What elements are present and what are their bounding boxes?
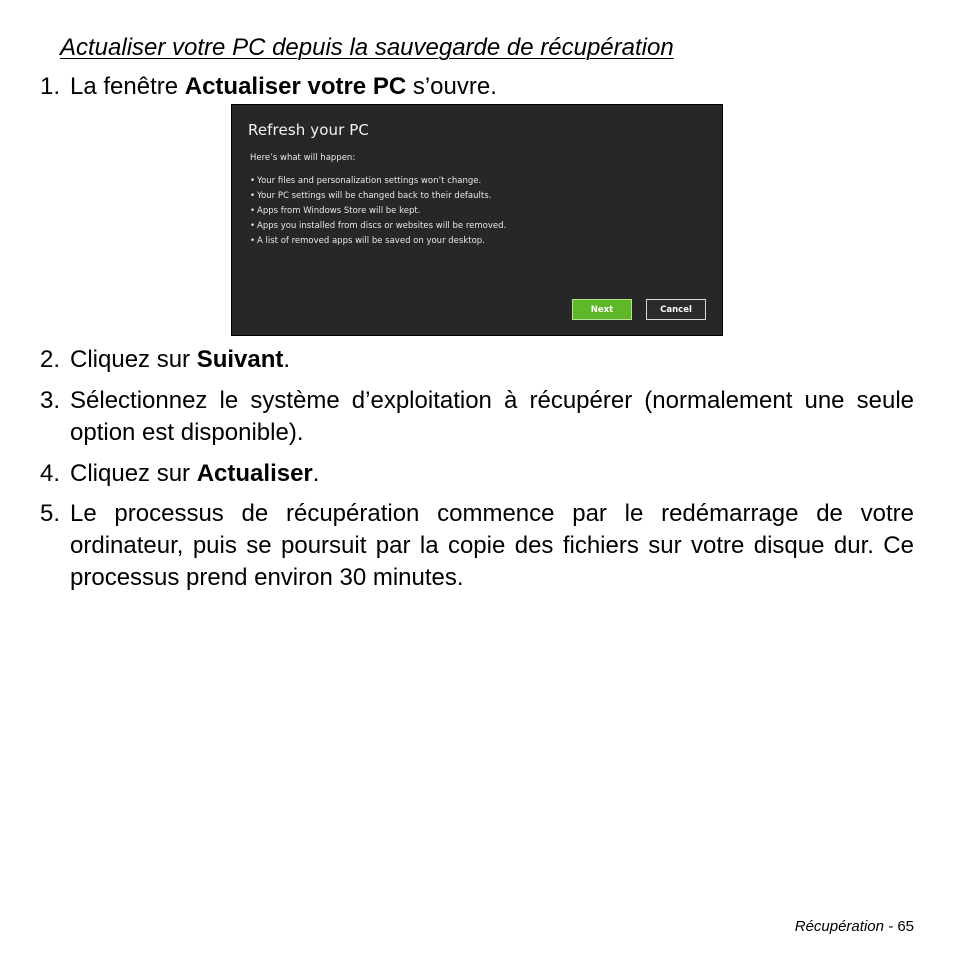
dialog-subtitle: Here’s what will happen: bbox=[250, 153, 356, 163]
next-button[interactable]: Next bbox=[572, 299, 632, 320]
list-item-text: Your PC settings will be changed back to their defaults. bbox=[257, 191, 492, 201]
step-text-part: . bbox=[283, 346, 291, 373]
step-text bbox=[70, 385, 914, 449]
bullet-icon: • bbox=[250, 236, 256, 246]
list-item bbox=[250, 174, 506, 189]
step-text bbox=[70, 344, 914, 376]
step-bold-term: Actualiser bbox=[196, 460, 313, 487]
step-text bbox=[70, 498, 914, 594]
step-1 bbox=[40, 71, 914, 103]
refresh-pc-dialog-screenshot bbox=[231, 104, 723, 336]
list-item-text: A list of removed apps will be saved on your desktop. bbox=[257, 236, 485, 246]
step-text-part: . bbox=[312, 460, 320, 487]
step-3 bbox=[40, 385, 914, 449]
dialog-title: Refresh your PC bbox=[248, 121, 369, 139]
step-text-part: Le processus de récupération commence par le redémarrage de votre ordinateur, puis se poursuit par la copie des fichiers sur votre disque dur. Ce processus prend environ 30 minutes. bbox=[70, 500, 914, 591]
list-item bbox=[250, 204, 506, 219]
dialog-bullet-list bbox=[250, 174, 506, 249]
footer-separator: - bbox=[883, 918, 898, 935]
step-number: 2. bbox=[40, 346, 61, 373]
step-text bbox=[70, 458, 914, 490]
page-footer bbox=[795, 918, 914, 935]
bullet-icon: • bbox=[250, 176, 256, 186]
bullet-icon: • bbox=[250, 221, 256, 231]
step-number: 4. bbox=[40, 460, 61, 487]
bullet-icon: • bbox=[250, 191, 256, 201]
step-text-part: Sélectionnez le système d’exploitation à récupérer (normalement une seule option est disponible). bbox=[70, 387, 914, 446]
step-text-part: s’ouvre. bbox=[406, 73, 497, 100]
step-text bbox=[70, 71, 914, 103]
step-number: 3. bbox=[40, 387, 61, 414]
step-number: 1. bbox=[40, 73, 61, 100]
page-number: 65 bbox=[897, 918, 914, 935]
list-item bbox=[250, 234, 506, 249]
list-item-text: Apps from Windows Store will be kept. bbox=[257, 206, 421, 216]
step-bold-term: Suivant bbox=[196, 346, 284, 373]
step-number: 5. bbox=[40, 500, 61, 527]
cancel-button[interactable]: Cancel bbox=[646, 299, 706, 320]
step-5 bbox=[40, 498, 914, 594]
bullet-icon: • bbox=[250, 206, 256, 216]
list-item bbox=[250, 189, 506, 204]
list-item bbox=[250, 219, 506, 234]
section-title: Actualiser votre PC depuis la sauvegarde de récupération bbox=[60, 34, 674, 61]
list-item-text: Your files and personalization settings won’t change. bbox=[257, 176, 482, 186]
step-4 bbox=[40, 458, 914, 490]
step-text-part: Cliquez sur bbox=[70, 460, 197, 487]
step-text-part: Cliquez sur bbox=[70, 346, 197, 373]
list-item-text: Apps you installed from discs or websites will be removed. bbox=[257, 221, 507, 231]
footer-section-name: Récupération bbox=[794, 918, 884, 935]
step-text-part: La fenêtre bbox=[70, 73, 185, 100]
step-bold-term: Actualiser votre PC bbox=[184, 73, 407, 100]
step-2 bbox=[40, 344, 914, 376]
